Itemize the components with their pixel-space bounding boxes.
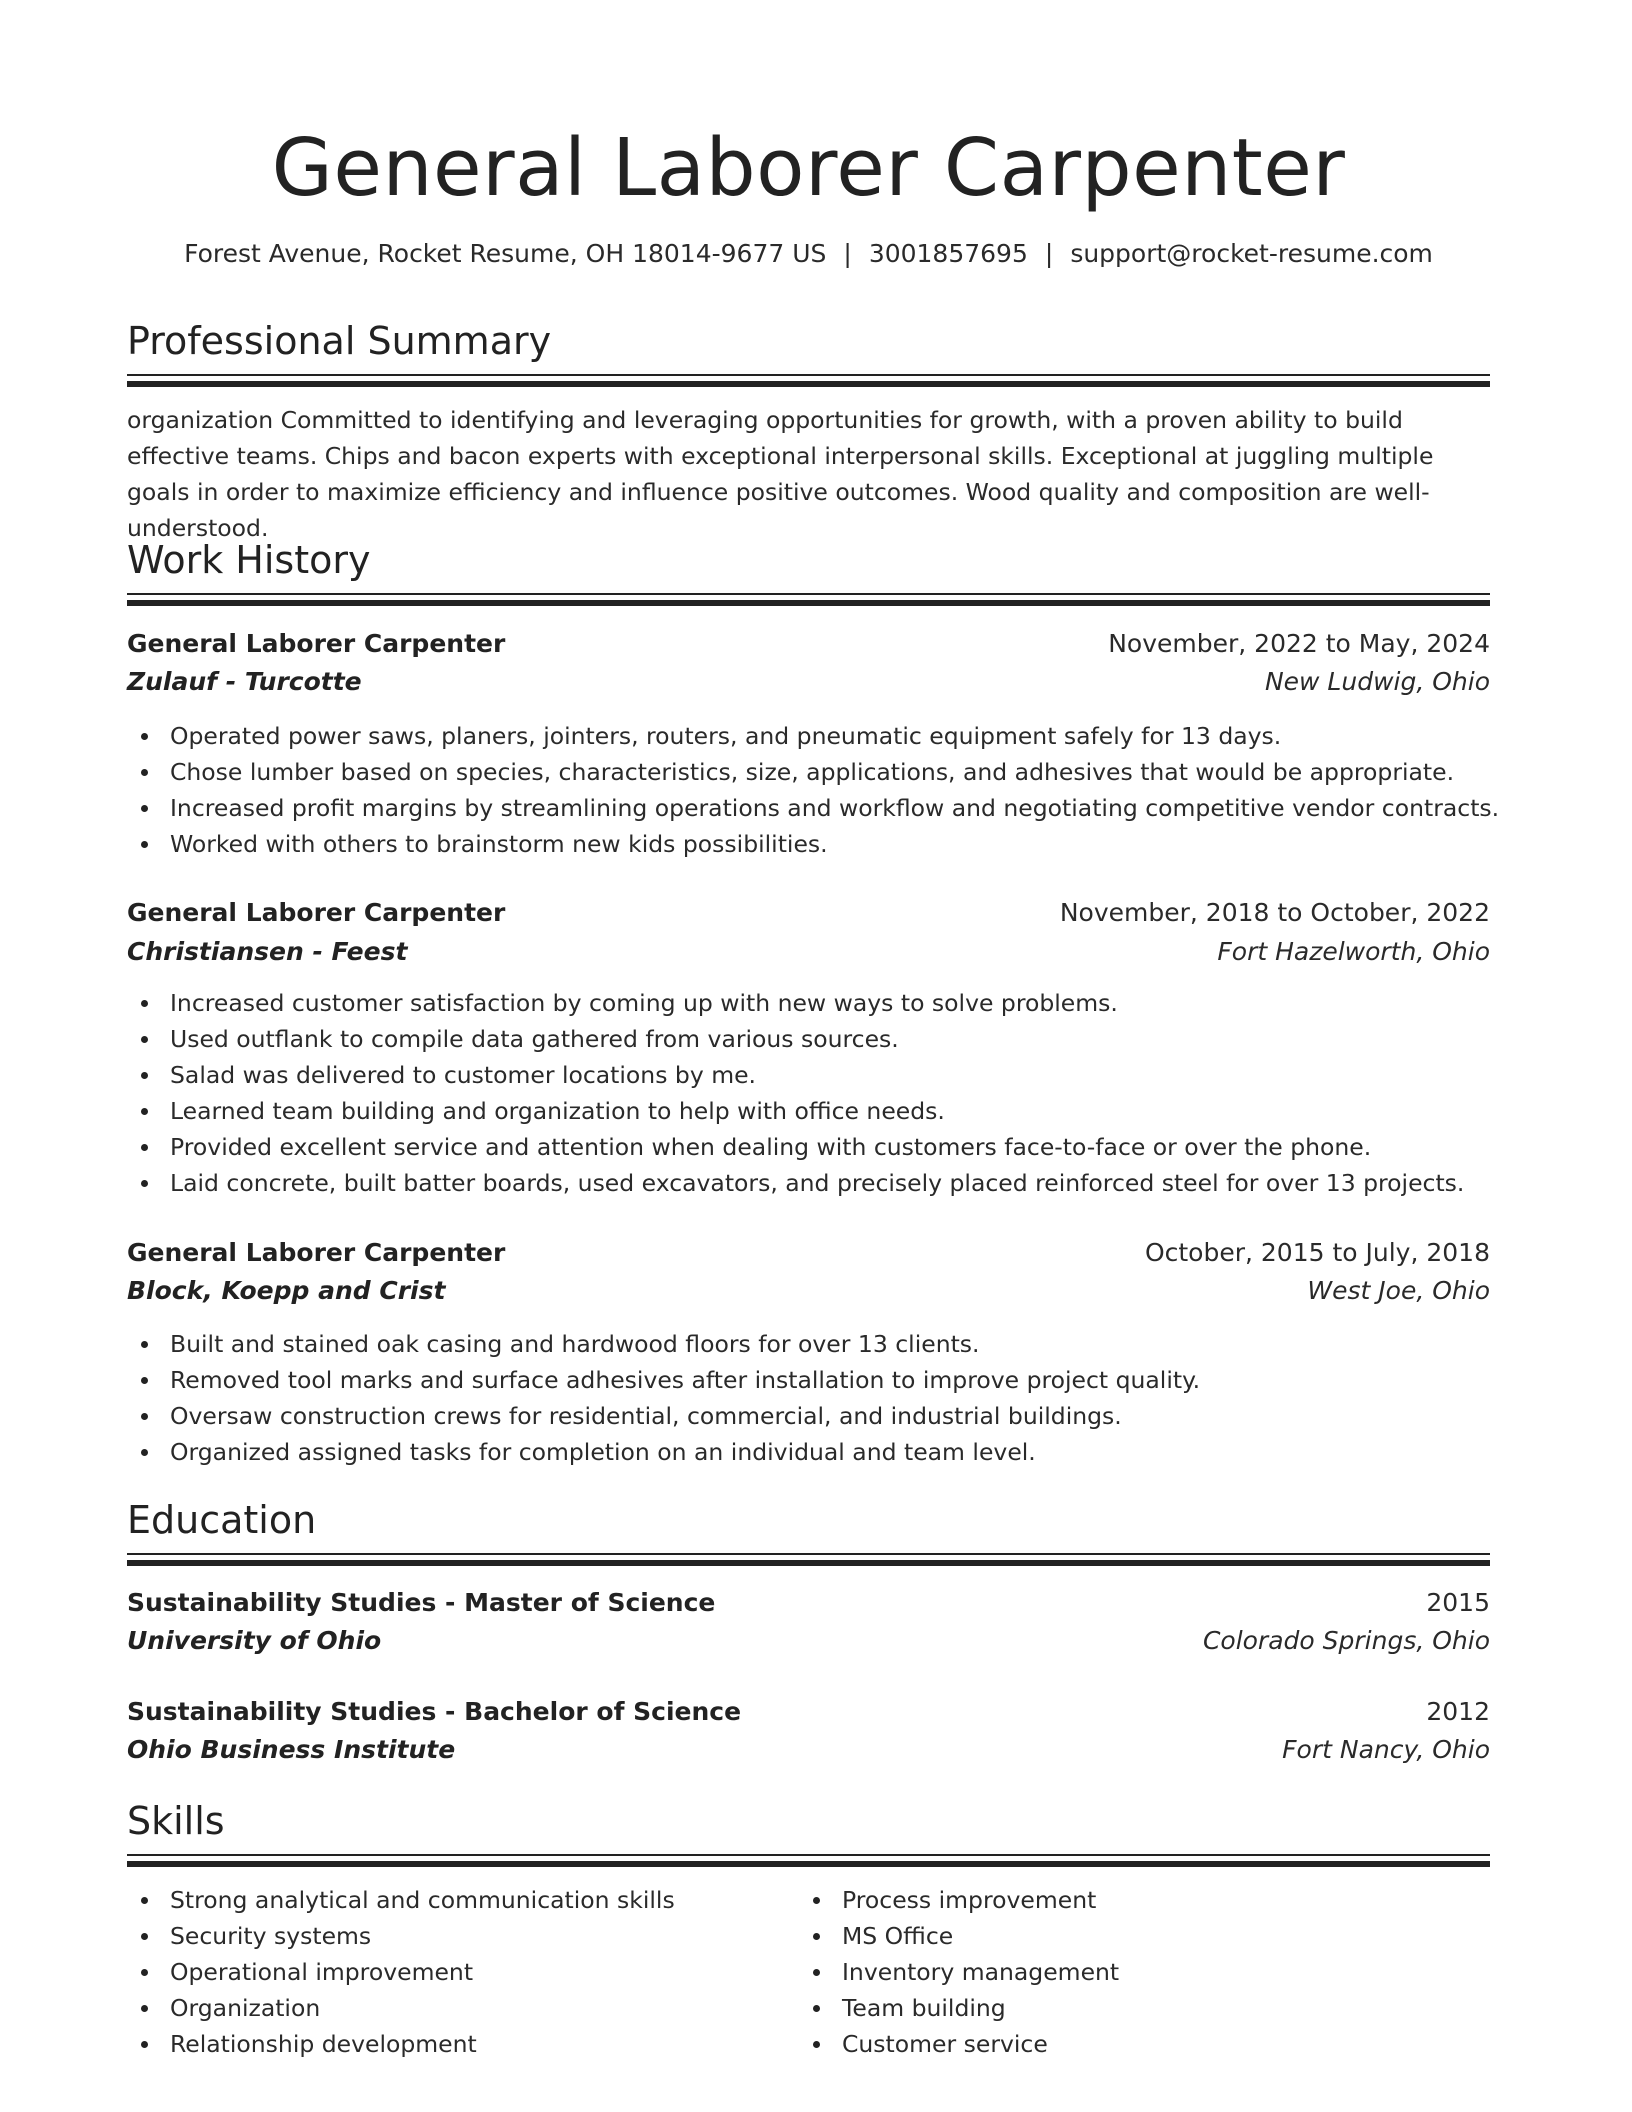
skill-item: Security systems [170,1918,1533,1954]
skills-heading: Skills [127,1799,225,1843]
education-year: 2015 [1426,1587,1490,1617]
skill-item: Customer service [842,2026,1632,2062]
skill-item: MS Office [842,1918,1632,1954]
contact-separator: | [1044,239,1054,268]
skill-item: Process improvement [842,1882,1632,1918]
skill-item: Organization [170,1990,1533,2026]
education-location: Fort Nancy, Ohio [1282,1734,1490,1764]
section-divider [127,1854,1490,1867]
contact-email[interactable]: support@rocket-resume.com [1070,239,1433,268]
job-subheader [127,932,1490,970]
skills-list-right [799,1882,1632,2062]
job-company: Christiansen - Feest [127,936,408,966]
education-school: University of Ohio [127,1625,382,1655]
job-dates: October, 2015 to July, 2018 [1144,1237,1490,1267]
summary-text: organization Committed to identifying and leveraging opportunities for growth, with a proven ability to build effective teams. Chips and bacon experts with exceptional interpersonal skills. Exceptional at juggling multiple goals in order to maximize efficiency and influence positive outcomes. Wood quality and composition are well-understood. [127,406,1434,542]
job-title: General Laborer Carpenter [127,1237,506,1267]
education-degree: Sustainability Studies - Master of Science [127,1587,716,1617]
education-subheader [127,1621,1490,1659]
job-bullets [127,985,1533,1201]
job-location: West Joe, Ohio [1307,1275,1490,1305]
work-history-heading: Work History [127,538,371,582]
education-header [127,1583,1490,1621]
job-company: Zulauf - Turcotte [127,666,362,696]
skill-item: Relationship development [170,2026,1533,2062]
list-item: Increased customer satisfaction by coming up with new ways to solve problems. [170,985,1533,1021]
job-location: New Ludwig, Ohio [1264,666,1490,696]
job-title: General Laborer Carpenter [127,628,506,658]
job-dates: November, 2018 to October, 2022 [1059,897,1490,927]
list-item: Oversaw construction crews for residential, commercial, and industrial buildings. [170,1398,1533,1434]
job-subheader [127,662,1490,700]
skill-item: Team building [842,1990,1632,2026]
list-item: Used outflank to compile data gathered from various sources. [170,1021,1533,1057]
job-company: Block, Koepp and Crist [127,1275,446,1305]
skill-item: Strong analytical and communication skills [170,1882,1533,1918]
list-item: Provided excellent service and attention when dealing with customers face-to-face or over the phone. [170,1129,1533,1165]
education-header [127,1692,1490,1730]
education-school: Ohio Business Institute [127,1734,456,1764]
list-item: Salad was delivered to customer locations by me. [170,1057,1533,1093]
contact-separator: | [843,239,852,268]
skill-item: Inventory management [842,1954,1632,1990]
summary-heading: Professional Summary [127,319,552,363]
list-item: Learned team building and organization to help with office needs. [170,1093,1533,1129]
job-header [127,624,1490,662]
job-bullets [127,1326,1533,1470]
list-item: Removed tool marks and surface adhesives after installation to improve project quality. [170,1362,1533,1398]
list-item: Laid concrete, built batter boards, used excavators, and precisely placed reinforced steel for over 13 projects. [170,1165,1533,1201]
job-location: Fort Hazelworth, Ohio [1217,936,1490,966]
job-header [127,1233,1490,1271]
list-item: Chose lumber based on species, characteristics, size, applications, and adhesives that would be appropriate. [170,754,1533,790]
education-degree: Sustainability Studies - Bachelor of Science [127,1696,742,1726]
job-bullets [127,718,1533,862]
contact-line [127,236,1490,272]
job-subheader [127,1271,1490,1309]
skill-item: Operational improvement [170,1954,1533,1990]
list-item: Built and stained oak casing and hardwood floors for over 13 clients. [170,1326,1533,1362]
job-title: General Laborer Carpenter [127,897,506,927]
section-divider [127,593,1490,606]
contact-phone: 3001857695 [868,239,1028,268]
section-divider [127,1553,1490,1566]
education-location: Colorado Springs, Ohio [1202,1625,1490,1655]
contact-address: Forest Avenue, Rocket Resume, OH 18014-9677 US [184,239,827,268]
list-item: Operated power saws, planers, jointers, routers, and pneumatic equipment safely for 13 days. [170,718,1533,754]
list-item: Organized assigned tasks for completion on an individual and team level. [170,1434,1533,1470]
list-item: Worked with others to brainstorm new kids possibilities. [170,826,1533,862]
list-item: Increased profit margins by streamlining operations and workflow and negotiating competitive vendor contracts. [170,790,1533,826]
candidate-name: General Laborer Carpenter [271,122,1346,214]
education-year: 2012 [1426,1696,1490,1726]
education-subheader [127,1730,1490,1768]
job-dates: November, 2022 to May, 2024 [1108,628,1490,658]
job-header [127,893,1490,931]
section-divider [127,374,1490,387]
education-heading: Education [127,1498,317,1542]
